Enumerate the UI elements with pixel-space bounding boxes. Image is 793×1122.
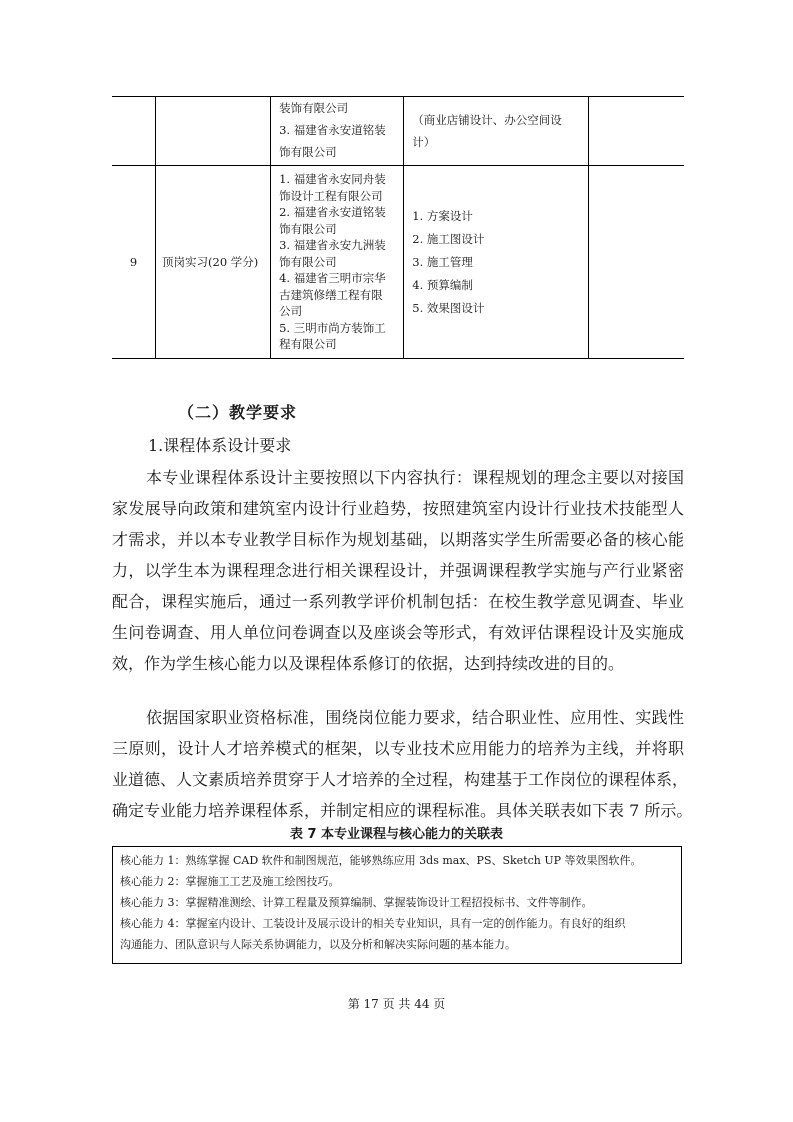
paragraph-line: 配合，课程实施后，通过一系列教学评价机制包括：在校生教学意见调查、毕业 bbox=[112, 592, 684, 611]
base-line: 饰有限公司 bbox=[279, 221, 337, 236]
empty-cell bbox=[589, 97, 684, 166]
base-line: 3. 福建省永安道铭装 bbox=[279, 123, 386, 137]
paragraph-line: 业道德、人文素质培养贯穿于人才培养的全过程，构建基于工作岗位的课程体系， bbox=[112, 770, 689, 789]
row-number-cell: 9 bbox=[112, 166, 156, 359]
empty-cell bbox=[589, 166, 684, 359]
capability-line: 核心能力 3：掌握精准测绘、计算工程量及预算编制、掌握装饰设计工程招投标书、文件等制作。 bbox=[120, 896, 593, 909]
paragraph-line: 确定专业能力培养课程体系，并制定相应的课程标准。具体关联表如下表 7 所示。 bbox=[112, 801, 693, 820]
paragraph-line: 依据国家职业资格标准，围绕岗位能力要求，结合职业性、应用性、实践性 bbox=[146, 708, 684, 727]
base-line: 5. 三明市尚方装饰工 bbox=[279, 320, 386, 335]
post-line: （商业店铺设计、办公空间设 bbox=[412, 113, 562, 127]
base-line: 程有限公司 bbox=[279, 337, 337, 352]
paragraph-line: 才需求，并以本专业教学目标作为规划基础，以期落实学生所需要必备的核心能 bbox=[112, 530, 684, 549]
base-line: 古建筑修缮工程有限 bbox=[279, 287, 383, 302]
base-line: 饰有限公司 bbox=[279, 145, 337, 159]
base-line: 装饰有限公司 bbox=[279, 101, 349, 115]
internship-table bbox=[112, 96, 684, 359]
course-name-cell bbox=[156, 97, 271, 166]
post-list-cell bbox=[404, 97, 589, 166]
section-heading: （二）教学要求 bbox=[178, 403, 298, 422]
post-line: 1. 方案设计 bbox=[412, 208, 473, 223]
base-line: 2. 福建省永安道铭装 bbox=[279, 205, 386, 220]
table-caption: 表 7 本专业课程与核心能力的关联表 bbox=[289, 827, 504, 842]
base-list-cell bbox=[271, 97, 404, 166]
base-list-cell bbox=[271, 166, 404, 359]
paragraph-line: 效，作为学生核心能力以及课程体系修订的依据，达到持续改进的目的。 bbox=[112, 654, 625, 673]
base-line: 饰有限公司 bbox=[279, 254, 337, 269]
capability-line: 核心能力 4：掌握室内设计、工装设计及展示设计的相关专业知识，具有一定的创作能力。有良好的组织 bbox=[120, 917, 626, 930]
course-name-cell: 顶岗实习(20 学分) bbox=[156, 166, 271, 359]
post-line: 5. 效果图设计 bbox=[412, 300, 485, 315]
table-row bbox=[112, 97, 684, 166]
core-capabilities-box bbox=[112, 846, 682, 964]
paragraph-curriculum-design bbox=[112, 462, 684, 679]
paragraph-line: 家发展导向政策和建筑室内设计行业趋势，按照建筑室内设计行业技术技能型人 bbox=[112, 499, 684, 518]
paragraph-line: 三原则，设计人才培养模式的框架，以专业技术应用能力的培养为主线，并将职 bbox=[112, 739, 684, 758]
capability-line: 核心能力 1：熟练掌握 CAD 软件和制图规范，能够熟练应用 3ds max、PS、Sketch UP 等效果图软件。 bbox=[120, 854, 642, 867]
post-list-cell bbox=[404, 166, 589, 359]
post-line: 2. 施工图设计 bbox=[412, 231, 485, 246]
table-row bbox=[112, 166, 684, 359]
base-line: 饰设计工程有限公司 bbox=[279, 188, 383, 203]
capability-line: 沟通能力、团队意识与人际关系协调能力，以及分析和解决实际问题的基本能力。 bbox=[120, 938, 516, 951]
paragraph-line: 力，以学生本为课程理念进行相关课程设计，并强调课程教学实施与产行业紧密 bbox=[112, 561, 684, 580]
paragraph-qualification-standards bbox=[112, 702, 693, 826]
section-subheading: 1.课程体系设计要求 bbox=[148, 436, 292, 455]
row-number-cell bbox=[112, 97, 156, 166]
base-line: 公司 bbox=[279, 304, 303, 319]
paragraph-line: 本专业课程体系设计主要按照以下内容执行：课程规划的理念主要以对接国 bbox=[146, 468, 684, 487]
post-line: 计） bbox=[412, 135, 436, 149]
page-footer: 第 17 页 共 44 页 bbox=[347, 997, 446, 1011]
base-line: 3. 福建省永安九洲装 bbox=[279, 238, 386, 253]
capability-line: 核心能力 2：掌握施工工艺及施工绘图技巧。 bbox=[120, 875, 340, 888]
post-line: 4. 预算编制 bbox=[412, 277, 473, 292]
base-line: 1. 福建省永安同舟装 bbox=[279, 172, 386, 187]
base-line: 4. 福建省三明市宗华 bbox=[279, 271, 386, 286]
paragraph-line: 生问卷调查、用人单位问卷调查以及座谈会等形式，有效评估课程设计及实施成 bbox=[112, 623, 684, 642]
post-line: 3. 施工管理 bbox=[412, 254, 473, 269]
